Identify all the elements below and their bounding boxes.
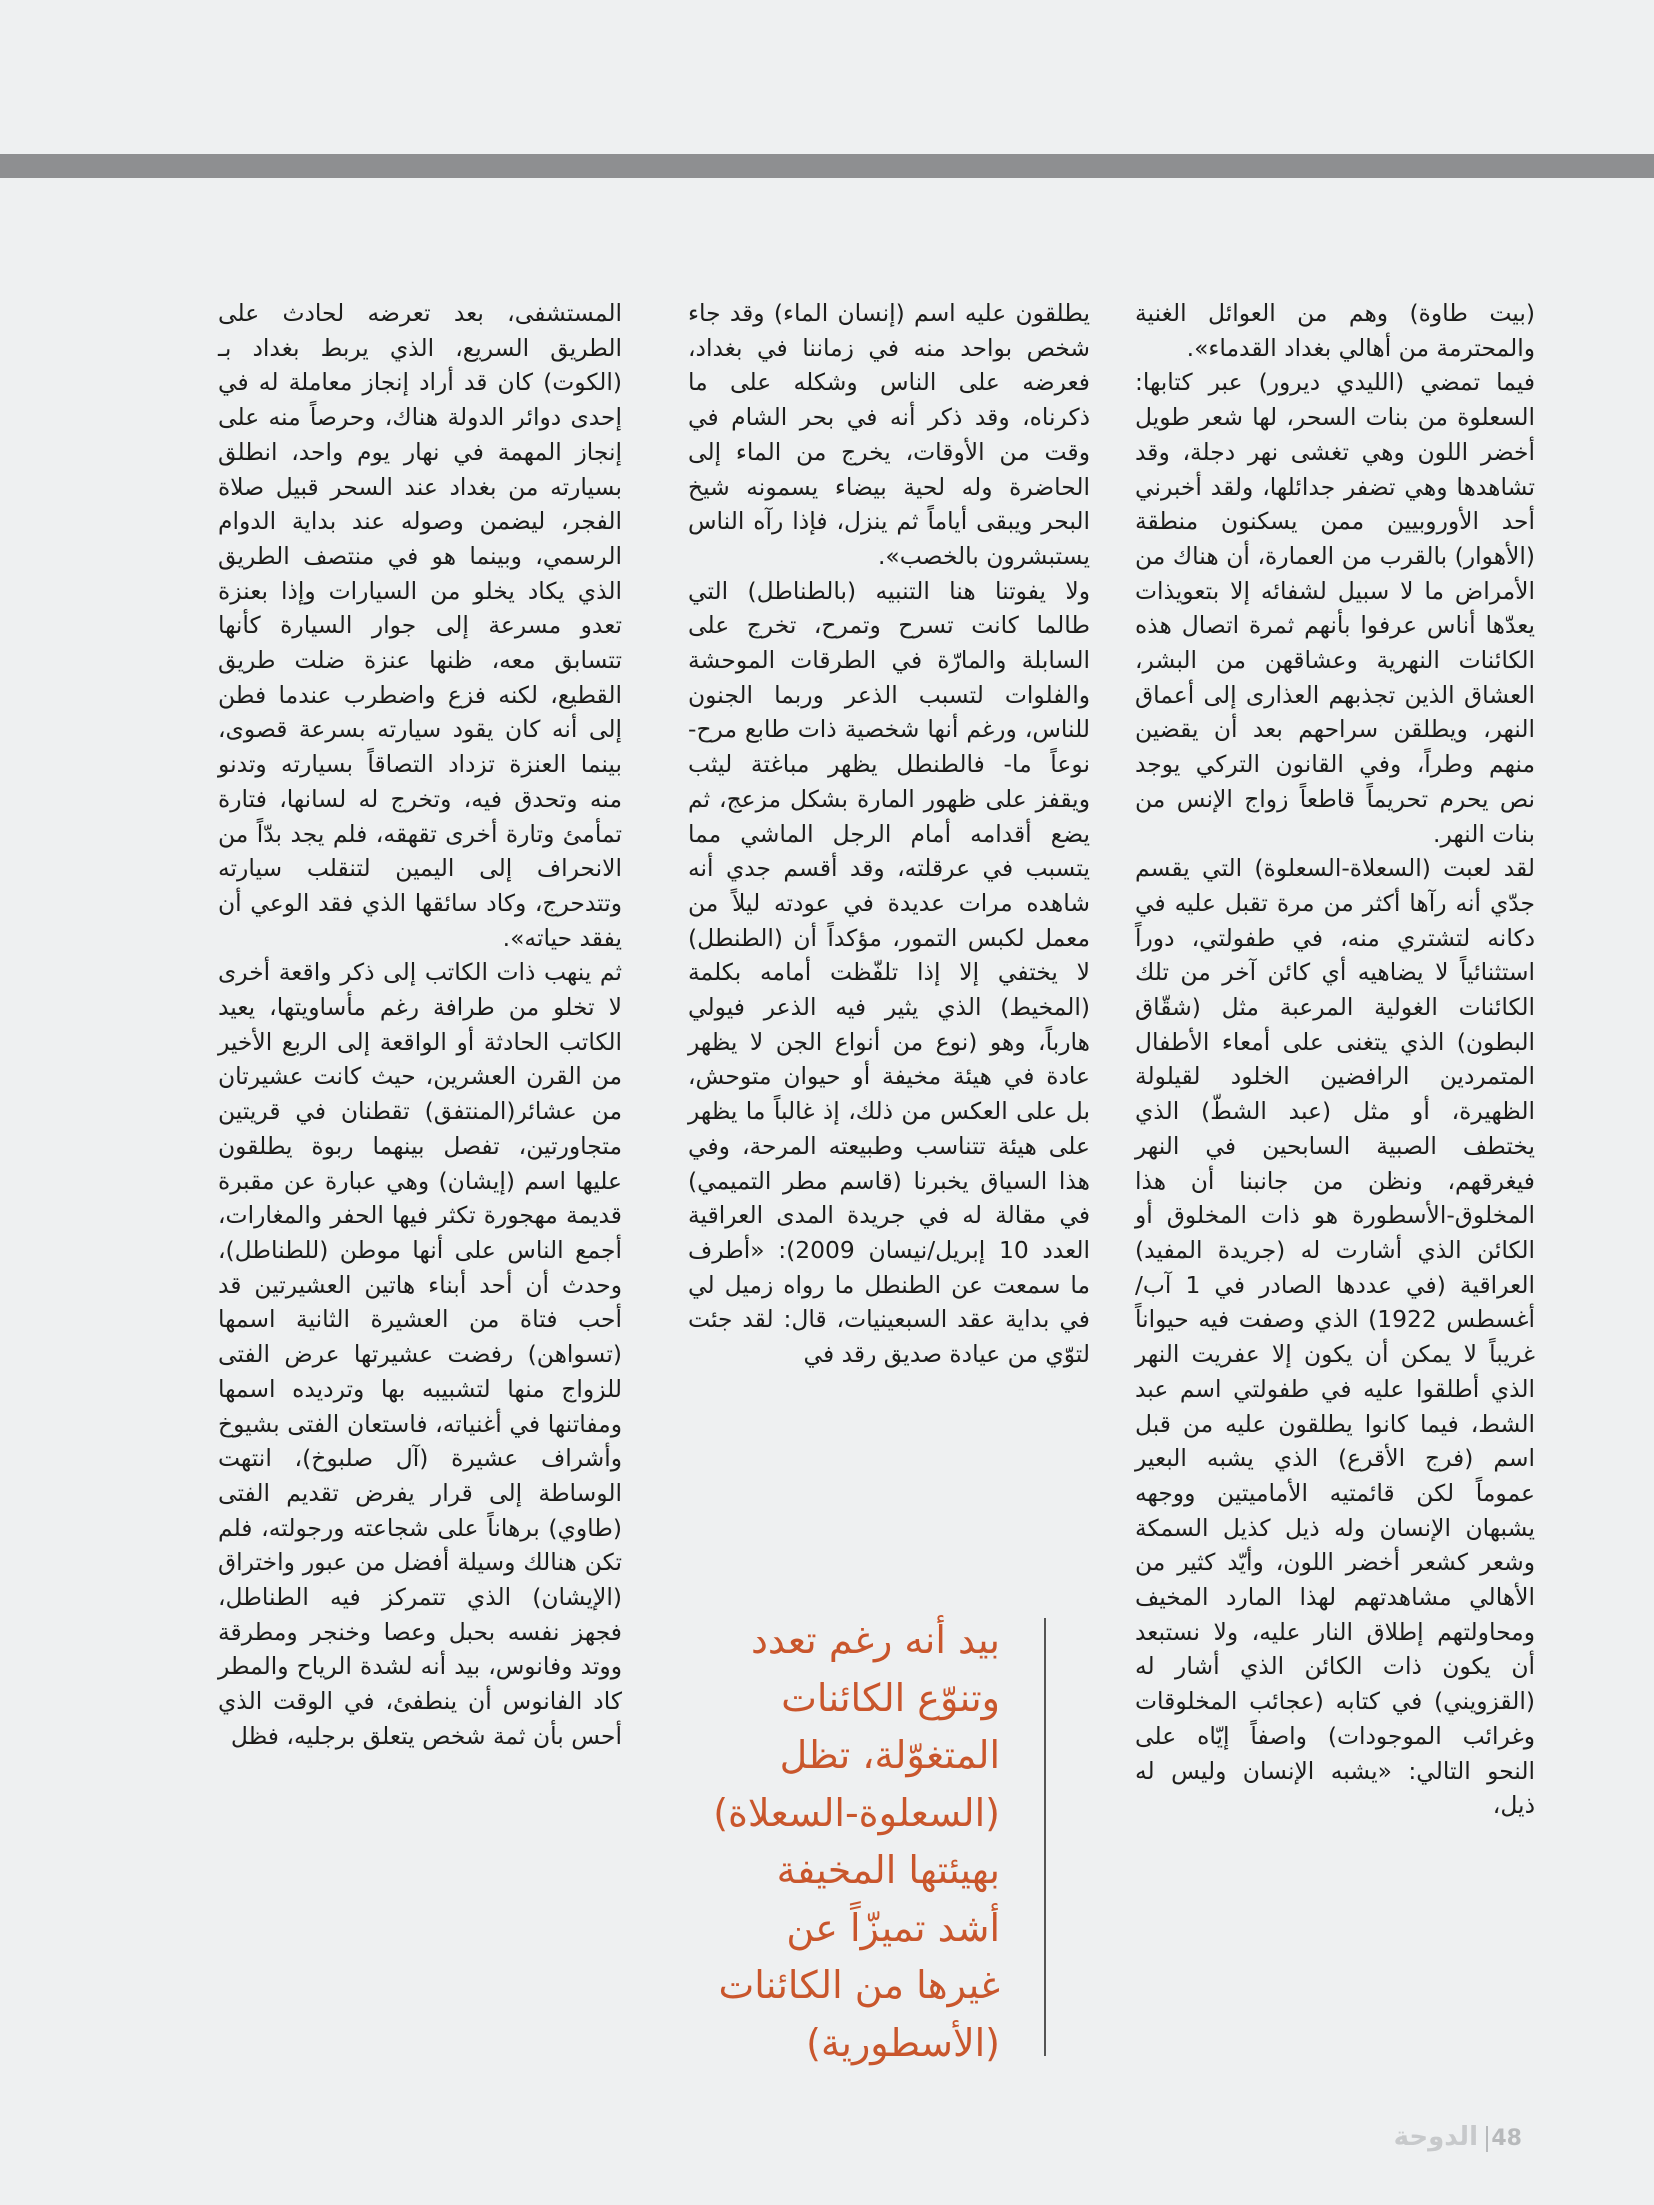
page-footer — [1380, 2120, 1540, 2160]
article-column-right: (بيت طاوة) وهم من العوائل الغنية والمحترمة من أهالي بغداد القدماء». فيما تمضي (الليدي ديرور) عبر كتابها: السعلوة من بنات السحر، لها شعر طويل أخضر اللون وهي تغشى نهر دجلة، وقد تشاهدها وهي تضفر جدائلها، ولقد أخبرني أحد الأوروبيين ممن يسكنون منطقة (الأهوار) بالقرب من العمارة، أن هناك من الأمراض ما لا سبيل لشفائه إلا بتعويذات يعدّها أناس عرفوا بأنهم ثمرة اتصال هذه الكائنات النهرية وعشاقهن من البشر، العشاق الذين تجذبهم العذارى إلى أعماق النهر، ويطلقن سراحهم بعد أن يقضين منهم وطراً، وفي القانون التركي يوجد نص يحرم تحريماً قاطعاً زواج الإنس من بنات النهر. لقد لعبت (السعلاة-السعلوة) التي يقسم جدّي أنه رآها أكثر من مرة تقبل عليه في دكانه لتشتري منه، في طفولتي، دوراً استثنائياً لا يضاهيه أي كائن آخر من تلك الكائنات الغولية المرعبة مثل (شقّاق البطون) الذي يتغنى على أمعاء الأطفال المتمردين الرافضين الخلود لقيلولة الظهيرة، أو مثل (عبد الشطّ) الذي يختطف الصبية السابحين في النهر فيغرقهم، ونظن من جانبنا أن هذا المخلوق-الأسطورة هو ذات المخلوق أو الكائن الذي أشارت له (جريدة المفيد) العراقية (في عددها الصادر في 1 آب/أغسطس 1922) الذي وصفت فيه حيواناً غريباً لا يمكن أن يكون إلا عفريت النهر الذي أطلقوا عليه في طفولتي اسم عبد الشط، فيما كانوا يطلقون عليه من قبل اسم (فرج الأقرع) الذي يشبه البعير عموماً لكن قائمتيه الأماميتين ووجهه يشبهان الإنسان وله ذيل كذيل السمكة وشعر كشعر أخضر اللون، وأيّد كثير من الأهالي مشاهدتهم لهذا المارد المخيف ومحاولتهم إطلاق النار عليه، ولا نستبعد أن يكون ذات الكائن الذي أشار له (القزويني) في كتابه (عجائب المخلوقات وغرائب الموجودات) واصفاً إيّاه على النحو التالي: «يشبه الإنسان وليس له ذيل، — [1135, 299, 1535, 1820]
header-rule — [0, 154, 1654, 178]
footer-divider — [1486, 2126, 1488, 2152]
magazine-logo: الدوحة — [1393, 2122, 1478, 2152]
page-top-band — [0, 0, 1654, 154]
pull-quote: بيد أنه رغم تعدد وتنوّع الكائنات المتغوّلة، تظل (السعلوة-السعلاة) بهيئتها المخيفة أشد تميزّاً عن غيرها من الكائنات (الأسطورية) — [713, 1618, 1000, 2065]
pull-quote-rule — [1044, 1618, 1046, 2056]
page-number: 48 — [1491, 2126, 1522, 2151]
article-column-middle: يطلقون عليه اسم (إنسان الماء) وقد جاء شخص بواحد منه في زماننا في بغداد، فعرضه على الناس وشكله على ما ذكرناه، وقد ذكر أنه في بحر الشام في وقت من الأوقات، يخرج من الماء إلى الحاضرة وله لحية بيضاء يسمونه شيخ البحر ويبقى أياماً ثم ينزل، فإذا رآه الناس يستبشرون بالخصب». ولا يفوتنا هنا التنبيه (بالطناطل) التي طالما كانت تسرح وتمرح، تخرج على السابلة والمارّة في الطرقات الموحشة والفلوات لتسبب الذعر وربما الجنون للناس، ورغم أنها شخصية ذات طابع مرح-نوعاً ما- فالطنطل يظهر مباغتة ليثب ويقفز على ظهور المارة بشكل مزعج، ثم يضع أقدامه أمام الرجل الماشي مما يتسبب في عرقلته، وقد أقسم جدي أنه شاهده مرات عديدة في عودته ليلاً من معمل لكبس التمور، مؤكداً أن (الطنطل) لا يختفي إلا إذا تلفّظت أمامه بكلمة (المخيط) الذي يثير فيه الذعر فيولي هارباً، وهو (نوع من أنواع الجن لا يظهر عادة في هيئة مخيفة أو حيوان متوحش، بل على العكس من ذلك، إذ غالباً ما يظهر على هيئة تتناسب وطبيعته المرحة، وفي هذا السياق يخبرنا (قاسم مطر التميمي) في مقالة له في جريدة المدى العراقية العدد 10 إبريل/نيسان 2009): «أطرف ما سمعت عن الطنطل ما رواه زميل لي في بداية عقد السبعينيات، قال: لقد جئت لتوّي من عيادة صديق رقد في — [688, 299, 1090, 1369]
article-column-left: المستشفى، بعد تعرضه لحادث على الطريق السريع، الذي يربط بغداد بـ (الكوت) كان قد أراد إنجاز معاملة له في إحدى دوائر الدولة هناك، وحرصاً منه على إنجاز المهمة في نهار يوم واحد، انطلق بسيارته من بغداد عند السحر قبيل صلاة الفجر، ليضمن وصوله عند بداية الدوام الرسمي، وبينما هو في منتصف الطريق الذي يكاد يخلو من السيارات وإذا بعنزة تعدو مسرعة إلى جوار السيارة كأنها تتسابق معه، ظنها عنزة ضلت طريق القطيع، لكنه فزع واضطرب عندما فطن إلى أنه كان يقود سيارته بسرعة قصوى، بينما العنزة تزداد التصاقاً بسيارته وتدنو منه وتحدق فيه، وتخرج له لسانها، فتارة تمأمئ وتارة أخرى تقهقه، فلم يجد بدّاً من الانحراف إلى اليمين لتنقلب سيارته وتتدحرج، وكاد سائقها الذي فقد الوعي أن يفقد حياته». ثم ينهب ذات الكاتب إلى ذكر واقعة أخرى لا تخلو من طرافة رغم مأساويتها، يعيد الكاتب الحادثة أو الواقعة إلى الربع الأخير من القرن العشرين، حيث كانت عشيرتان من عشائر(المنتفق) تقطنان في قريتين متجاورتين، تفصل بينهما ربوة يطلقون عليها اسم (إيشان) وهي عبارة عن مقبرة قديمة مهجورة تكثر فيها الحفر والمغارات، أجمع الناس على أنها موطن (للطناطل)، وحدث أن أحد أبناء هاتين العشيرتين قد أحب فتاة من العشيرة الثانية اسمها (تسواهن) رفضت عشيرتها عرض الفتى للزواج منها لتشبيبه بها وترديده اسمها ومفاتنها في أغنياته، فاستعان الفتى بشيوخ وأشراف عشيرة (آل صلبوخ)، انتهت الوساطة إلى قرار يفرض تقديم الفتى (طاوي) برهاناً على شجاعته ورجولته، فلم تكن هنالك وسيلة أفضل من عبور واختراق (الإيشان) الذي تتمركز فيه الطناطل، فجهز نفسه بحبل وعصا وخنجر ومطرقة ووتد وفانوس، بيد أنه لشدة الرياح والمطر كاد الفانوس أن ينطفئ، في الوقت الذي أحس بأن ثمة شخص يتعلق برجليه، فظل — [218, 299, 622, 1750]
